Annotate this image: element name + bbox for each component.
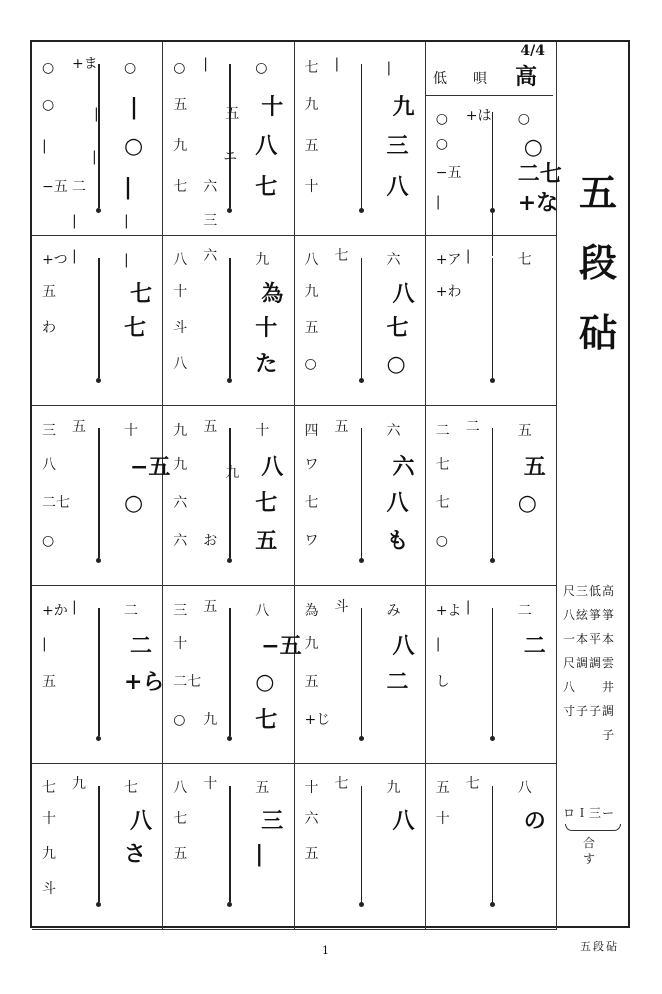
header-box bbox=[425, 42, 553, 96]
notation-token: 九 bbox=[225, 465, 240, 481]
notation-token: 五 bbox=[72, 419, 86, 435]
notation-token: 五 bbox=[42, 284, 56, 301]
notation-token: 十 bbox=[124, 423, 138, 439]
measure-cell bbox=[163, 406, 294, 586]
notation-token: +じ bbox=[304, 711, 331, 728]
notation-token: | bbox=[130, 93, 139, 120]
legend-high: 高 bbox=[515, 64, 538, 90]
notation-token: 五 bbox=[435, 779, 450, 796]
notation-token: +ら bbox=[124, 669, 165, 696]
legend-low: 低 bbox=[433, 71, 447, 87]
notation-token: | bbox=[435, 193, 441, 210]
notation-token: 五 bbox=[225, 105, 240, 122]
notation-token: ○ bbox=[304, 355, 317, 372]
sustain-line bbox=[98, 608, 100, 736]
sustain-line bbox=[229, 428, 231, 558]
stop-dot bbox=[490, 558, 495, 563]
measure-cell bbox=[426, 764, 557, 930]
notation-token: 七 bbox=[42, 779, 56, 796]
notation-token: 八 bbox=[42, 457, 56, 473]
stop-dot bbox=[227, 736, 232, 741]
title-char-3: 砧 bbox=[579, 310, 618, 355]
notation-token: | bbox=[255, 841, 264, 868]
notation-token: 六 bbox=[203, 178, 218, 195]
notation-token: の bbox=[523, 808, 546, 835]
notation-token: 九 bbox=[304, 97, 319, 114]
notation-token: 七 bbox=[173, 178, 188, 195]
score-frame bbox=[30, 40, 630, 928]
measure-cell bbox=[426, 236, 557, 406]
notation-token: | bbox=[72, 213, 77, 229]
notation-token: 十 bbox=[42, 810, 56, 827]
notation-token: 為 bbox=[261, 281, 284, 308]
notation-token: | bbox=[465, 248, 471, 265]
notation-token: 五 bbox=[304, 846, 319, 862]
stop-dot bbox=[359, 736, 364, 741]
time-signature: 4/4 bbox=[520, 43, 545, 59]
instrument-line-2: 八絃箏箏 bbox=[563, 608, 616, 622]
notation-token: 八 bbox=[130, 808, 153, 835]
notation-token: み bbox=[386, 602, 401, 619]
notation-token: ワ bbox=[304, 533, 319, 549]
symbol-row: ロＩ三ー bbox=[563, 806, 616, 820]
stop-dot bbox=[96, 736, 101, 741]
notation-token: も bbox=[386, 528, 409, 554]
notation-token: 五 bbox=[334, 419, 349, 435]
notation-token: 七 bbox=[255, 173, 278, 200]
notation-token: 九 bbox=[255, 252, 270, 268]
notation-token: ○ bbox=[517, 110, 530, 127]
sustain-line bbox=[492, 112, 494, 256]
notation-token: | bbox=[386, 60, 392, 77]
notation-token: | bbox=[124, 213, 129, 229]
stop-dot bbox=[96, 558, 101, 563]
instrument-line-6: 寸子子調 bbox=[563, 704, 616, 718]
title-char-2: 段 bbox=[579, 240, 618, 285]
notation-token: 八 bbox=[392, 808, 415, 835]
notation-token: 五 bbox=[255, 528, 278, 554]
notation-token: ○ bbox=[435, 533, 448, 549]
notation-token: 十 bbox=[255, 423, 270, 439]
notation-token: | bbox=[42, 138, 47, 154]
notation-token: 五 bbox=[304, 320, 319, 336]
notation-token: 七 bbox=[124, 779, 138, 796]
sustain-line bbox=[492, 608, 494, 736]
notation-token: た bbox=[255, 351, 278, 378]
sustain-line bbox=[361, 786, 363, 902]
measure-cell bbox=[32, 236, 163, 406]
notation-token: 七 bbox=[435, 495, 450, 511]
notation-token: 二七 bbox=[517, 160, 562, 187]
notation-token: 五 bbox=[523, 454, 546, 480]
notation-token: 八 bbox=[392, 633, 415, 660]
measure-cell bbox=[295, 764, 426, 930]
notation-token: 二 bbox=[124, 602, 138, 619]
measure-cell bbox=[295, 586, 426, 764]
measure-cell bbox=[163, 764, 294, 930]
notation-token: 八 bbox=[255, 132, 278, 159]
notation-token: | bbox=[465, 598, 471, 615]
notation-token: 六 bbox=[173, 533, 188, 549]
notation-token: 八 bbox=[255, 602, 270, 619]
notation-token: 九 bbox=[173, 138, 188, 154]
stop-dot bbox=[96, 208, 101, 213]
notation-token: 二 bbox=[465, 419, 480, 435]
measure-cell bbox=[32, 406, 171, 586]
stop-dot bbox=[359, 558, 364, 563]
sustain-line bbox=[229, 608, 231, 736]
notation-token: 十 bbox=[173, 636, 188, 653]
notation-token: | bbox=[94, 105, 99, 122]
notation-token: 五 bbox=[304, 138, 319, 154]
notation-token: ○ bbox=[42, 97, 55, 114]
brace-mark bbox=[565, 824, 621, 831]
notation-token: わ bbox=[42, 320, 56, 336]
stop-dot bbox=[227, 208, 232, 213]
notation-token: 二 bbox=[517, 602, 532, 619]
notation-token: ○ bbox=[255, 669, 275, 696]
sustain-line bbox=[98, 786, 100, 902]
sustain-line bbox=[98, 428, 100, 558]
notation-token: ○ bbox=[435, 110, 448, 127]
symbol-join2: す bbox=[583, 852, 597, 866]
notation-token: 八 bbox=[304, 252, 319, 268]
sustain-line bbox=[361, 428, 363, 558]
notation-token: 二 bbox=[72, 178, 86, 195]
notation-token: | bbox=[72, 598, 77, 615]
sustain-line bbox=[361, 258, 363, 378]
stop-dot bbox=[490, 902, 495, 907]
notation-token: ○ bbox=[255, 60, 268, 77]
notation-token: 十 bbox=[261, 93, 284, 120]
notation-token: 九 bbox=[173, 457, 188, 473]
notation-token: 五 bbox=[203, 598, 218, 615]
notation-token: −五 bbox=[435, 164, 462, 181]
notation-token: 五 bbox=[203, 419, 218, 435]
legend-song: 唄 bbox=[473, 71, 487, 87]
notation-token: 七 bbox=[435, 457, 450, 473]
notation-token: 五 bbox=[42, 674, 56, 690]
notation-token: 二 bbox=[130, 633, 153, 660]
notation-token: | bbox=[334, 56, 340, 73]
sustain-line bbox=[98, 258, 100, 378]
notation-token: 九 bbox=[392, 93, 415, 120]
stop-dot bbox=[490, 736, 495, 741]
notation-token: 斗 bbox=[42, 881, 56, 898]
measure-cell bbox=[163, 236, 294, 406]
notation-token: +な bbox=[517, 189, 559, 216]
stop-dot bbox=[227, 558, 232, 563]
sustain-line bbox=[229, 786, 231, 902]
notation-token: 八 bbox=[386, 173, 409, 200]
notation-token: 七 bbox=[304, 60, 319, 77]
notation-token: 三 bbox=[42, 423, 56, 439]
notation-token: ○ bbox=[124, 490, 144, 516]
notation-token: ニ bbox=[223, 148, 238, 165]
instrument-line-4: 尺調調雲 bbox=[563, 656, 616, 670]
notation-token: 十 bbox=[304, 178, 319, 195]
notation-token: | bbox=[42, 636, 47, 653]
instrument-line-1: 尺三低高 bbox=[563, 584, 616, 598]
measure-cell bbox=[32, 586, 163, 764]
notation-token: +よ bbox=[435, 602, 462, 619]
notation-token: 八 bbox=[173, 355, 188, 372]
notation-token: 二 bbox=[523, 633, 546, 660]
measure-cell bbox=[295, 42, 426, 236]
notation-token: | bbox=[92, 148, 97, 165]
page-number: 1 bbox=[322, 944, 329, 957]
notation-token: 七 bbox=[334, 775, 349, 792]
instrument-line-7: 子 bbox=[563, 728, 616, 742]
notation-token: | bbox=[124, 173, 133, 200]
stop-dot bbox=[227, 378, 232, 383]
notation-token: 九 bbox=[386, 779, 401, 796]
notation-token: 三 bbox=[203, 213, 218, 229]
notation-token: 九 bbox=[42, 846, 56, 862]
notation-token: さ bbox=[124, 841, 147, 868]
notation-token: 二 bbox=[386, 669, 409, 696]
notation-token: +ア bbox=[435, 252, 462, 268]
running-title: 五段砧 bbox=[580, 940, 619, 953]
stop-dot bbox=[96, 378, 101, 383]
notation-token: 七 bbox=[386, 315, 409, 342]
notation-token: 六 bbox=[386, 252, 401, 268]
measure-cell bbox=[163, 586, 302, 764]
notation-token: 九 bbox=[173, 423, 188, 439]
notation-token: 七 bbox=[173, 810, 188, 827]
notation-token: 十 bbox=[203, 775, 218, 792]
sustain-line bbox=[492, 258, 494, 378]
notation-token: 九 bbox=[203, 711, 218, 728]
notation-token: 二七 bbox=[173, 674, 202, 690]
notation-token: 九 bbox=[304, 636, 319, 653]
notation-token: 八 bbox=[173, 252, 188, 268]
notation-token: 三 bbox=[261, 808, 284, 835]
notation-token: | bbox=[124, 252, 129, 268]
symbol-join: 合 bbox=[583, 836, 597, 850]
notation-token: 五 bbox=[255, 779, 270, 796]
notation-token: 七 bbox=[465, 775, 480, 792]
measure-cell bbox=[426, 406, 557, 586]
measure-cell bbox=[32, 42, 163, 236]
notation-token: | bbox=[72, 248, 77, 265]
notation-token: 六 bbox=[203, 248, 218, 265]
measure-cell bbox=[163, 42, 294, 236]
notation-token: ○ bbox=[386, 351, 406, 378]
notation-token: 二 bbox=[435, 423, 450, 439]
notation-token: ○ bbox=[523, 133, 543, 160]
notation-token: | bbox=[203, 56, 208, 73]
notation-token: +ま bbox=[72, 56, 98, 73]
notation-token: 四 bbox=[304, 423, 319, 439]
title-char-1: 五 bbox=[579, 170, 618, 215]
notation-token: 六 bbox=[392, 454, 415, 480]
stop-dot bbox=[96, 902, 101, 907]
notation-token: 八 bbox=[386, 490, 409, 516]
measure-cell bbox=[295, 236, 426, 406]
notation-token: +か bbox=[42, 602, 68, 619]
notation-token: 七 bbox=[334, 248, 349, 265]
notation-token: 三 bbox=[173, 602, 188, 619]
notation-token: −五 bbox=[130, 454, 171, 480]
notation-token: 六 bbox=[304, 810, 319, 827]
notation-token: ○ bbox=[124, 60, 137, 77]
stop-dot bbox=[359, 378, 364, 383]
notation-token: 六 bbox=[386, 423, 401, 439]
notation-token: 二七 bbox=[42, 495, 70, 511]
notation-token: 五 bbox=[173, 846, 188, 862]
notation-token: 五 bbox=[304, 674, 319, 690]
sustain-line bbox=[492, 428, 494, 558]
instrument-line-5: 八 井 bbox=[563, 680, 616, 694]
notation-token: −五 bbox=[42, 178, 68, 195]
notation-token: 五 bbox=[173, 97, 188, 114]
notation-token: 七 bbox=[304, 495, 319, 511]
notation-token: | bbox=[435, 636, 441, 653]
notation-token: 斗 bbox=[173, 320, 188, 336]
notation-token: 七 bbox=[255, 490, 278, 516]
measure-cell bbox=[426, 586, 557, 764]
notation-token: 三 bbox=[386, 132, 409, 159]
notation-token: 七 bbox=[517, 252, 532, 268]
notation-token: 七 bbox=[130, 281, 153, 308]
notation-token: −五 bbox=[261, 633, 302, 660]
notation-token: 八 bbox=[517, 779, 532, 796]
notation-token: 為 bbox=[304, 602, 319, 619]
notation-token: 七 bbox=[124, 315, 147, 342]
notation-grid bbox=[32, 42, 562, 926]
notation-token: ○ bbox=[517, 490, 537, 516]
sustain-line bbox=[98, 64, 100, 208]
stop-dot bbox=[490, 208, 495, 213]
symbol-legend bbox=[561, 804, 623, 874]
stop-dot bbox=[490, 378, 495, 383]
notation-token: 八 bbox=[392, 281, 415, 308]
notation-token: 七 bbox=[255, 706, 278, 733]
sustain-line bbox=[229, 258, 231, 378]
sustain-line bbox=[492, 786, 494, 902]
notation-token: 九 bbox=[304, 284, 319, 301]
notation-token: 十 bbox=[435, 810, 450, 827]
notation-token: 六 bbox=[173, 495, 188, 511]
stop-dot bbox=[359, 902, 364, 907]
notation-token: し bbox=[435, 674, 450, 690]
notation-token: ○ bbox=[173, 60, 186, 77]
stop-dot bbox=[227, 902, 232, 907]
notation-token: 斗 bbox=[334, 598, 349, 615]
notation-token: 九 bbox=[72, 775, 86, 792]
notation-token: ○ bbox=[42, 60, 55, 77]
notation-token: 八 bbox=[261, 454, 284, 480]
notation-token: お bbox=[203, 533, 218, 549]
sustain-line bbox=[361, 608, 363, 736]
notation-token: ○ bbox=[173, 711, 186, 728]
sustain-line bbox=[361, 64, 363, 208]
notation-token: +つ bbox=[42, 252, 68, 268]
sustain-line bbox=[229, 64, 231, 208]
notation-token: 十 bbox=[173, 284, 188, 301]
instrument-line-3: 一本平本 bbox=[563, 632, 616, 646]
stop-dot bbox=[359, 208, 364, 213]
measure-cell bbox=[32, 764, 163, 930]
notation-token: 十 bbox=[304, 779, 319, 796]
notation-token: 十 bbox=[255, 315, 278, 342]
instrument-legend bbox=[563, 582, 621, 772]
notation-token: ○ bbox=[435, 136, 448, 153]
notation-token: ○ bbox=[124, 132, 144, 159]
notation-token: ワ bbox=[304, 457, 319, 473]
notation-token: +わ bbox=[435, 284, 462, 301]
notation-token: +は bbox=[465, 107, 492, 124]
notation-token: ○ bbox=[42, 533, 55, 549]
notation-token: 八 bbox=[173, 779, 188, 796]
side-panel bbox=[557, 42, 628, 926]
measure-cell bbox=[295, 406, 426, 586]
notation-token: 五 bbox=[517, 423, 532, 439]
